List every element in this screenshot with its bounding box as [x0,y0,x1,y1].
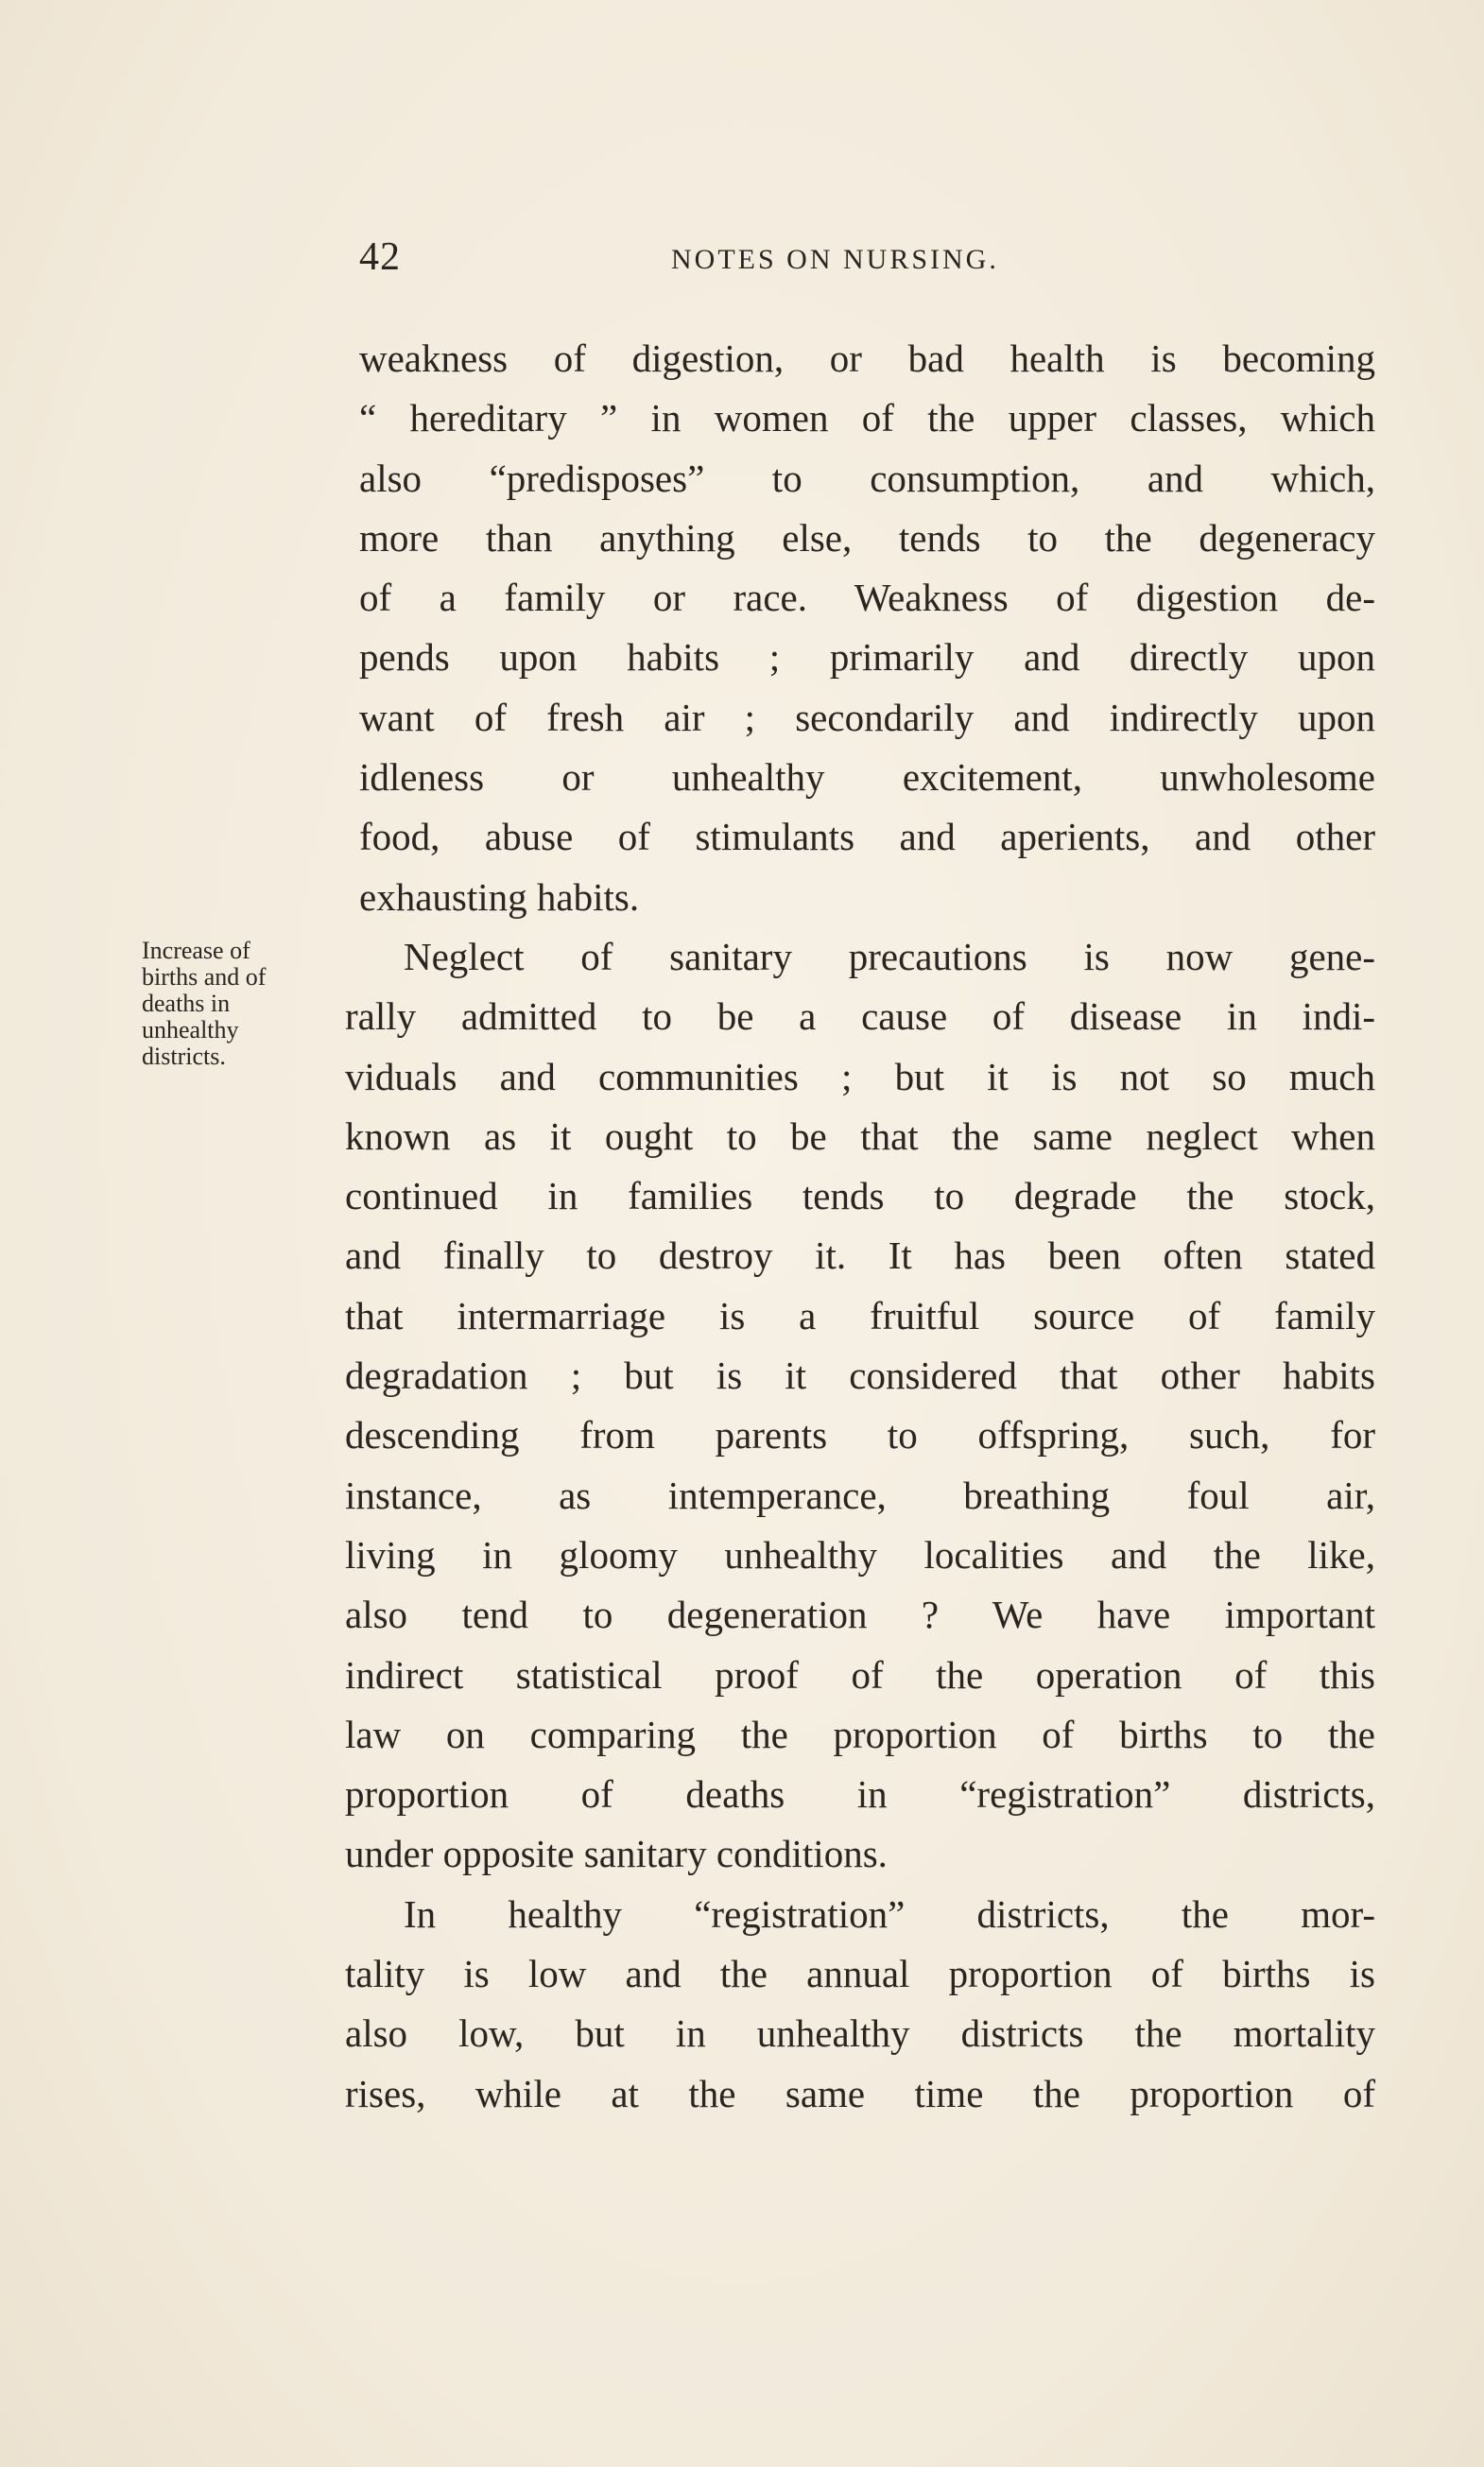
text-line: under opposite sanitary conditions. [345,1832,888,1876]
text-line: known as it ought to be that the same neglect when [345,1113,1375,1158]
text-line: descending from parents to offspring, such, for [345,1413,1375,1458]
text-line: rises, while at the same time the proportion of [345,2071,1375,2115]
running-title: NOTES ON NURSING. [671,244,999,275]
text-line: weakness of digestion, or bad health is becoming [359,336,1375,380]
page-number: 42 [359,235,401,279]
text-line: of a family or race. Weakness of digestion de- [359,576,1375,620]
text-line: pends upon habits ; primarily and directly upon [359,635,1375,680]
text-line: also “predisposes” to consumption, and which, [359,456,1375,500]
text-line: In healthy “registration” districts, the mor- [404,1891,1375,1936]
text-line: rally admitted to be a cause of disease in indi- [345,994,1375,1039]
text-line: law on comparing the proportion of births to the [345,1712,1375,1756]
text-line: continued in families tends to degrade the stock, [345,1174,1375,1218]
text-line: want of fresh air ; secondarily and indirectly upon [359,695,1375,739]
margin-note-line: unhealthy [142,1016,239,1044]
text-line: degradation ; but is it considered that other habits [345,1354,1375,1398]
margin-note-line: births and of [142,963,267,991]
text-line: and finally to destroy it. It has been often stated [345,1234,1375,1278]
text-line: Neglect of sanitary precautions is now gene- [404,934,1375,978]
margin-note-line: districts. [142,1043,226,1070]
margin-note-line: deaths in [142,990,231,1017]
text-line: also tend to degeneration ? We have important [345,1593,1375,1637]
text-line: “ hereditary ” in women of the upper classes, which [359,396,1375,440]
paragraph [345,1885,1375,2124]
margin-note [142,938,331,1070]
text-line: instance, as intemperance, breathing foul air, [345,1473,1375,1517]
page-header [359,229,1380,285]
paragraph [345,927,1375,1885]
body-text [345,329,1375,2124]
text-line: proportion of deaths in “registration” districts, [345,1772,1375,1817]
text-line: also low, but in unhealthy districts the mortality [345,2011,1375,2056]
text-line: living in gloomy unhealthy localities and the like, [345,1532,1375,1577]
text-line: that intermarriage is a fruitful source of family [345,1293,1375,1337]
text-line: tality is low and the annual proportion of births is [345,1952,1375,1996]
text-line: exhausting habits. [359,874,640,919]
text-line: more than anything else, tends to the degeneracy [359,515,1375,560]
text-line: indirect statistical proof of the operation of this [345,1652,1375,1697]
text-line: viduals and communities ; but it is not so much [345,1054,1375,1098]
paragraph [345,329,1375,927]
text-line: idleness or unhealthy excitement, unwholesome [359,755,1375,800]
text-line: food, abuse of stimulants and aperients, and other [359,815,1375,859]
margin-note-line: Increase of [142,937,250,964]
